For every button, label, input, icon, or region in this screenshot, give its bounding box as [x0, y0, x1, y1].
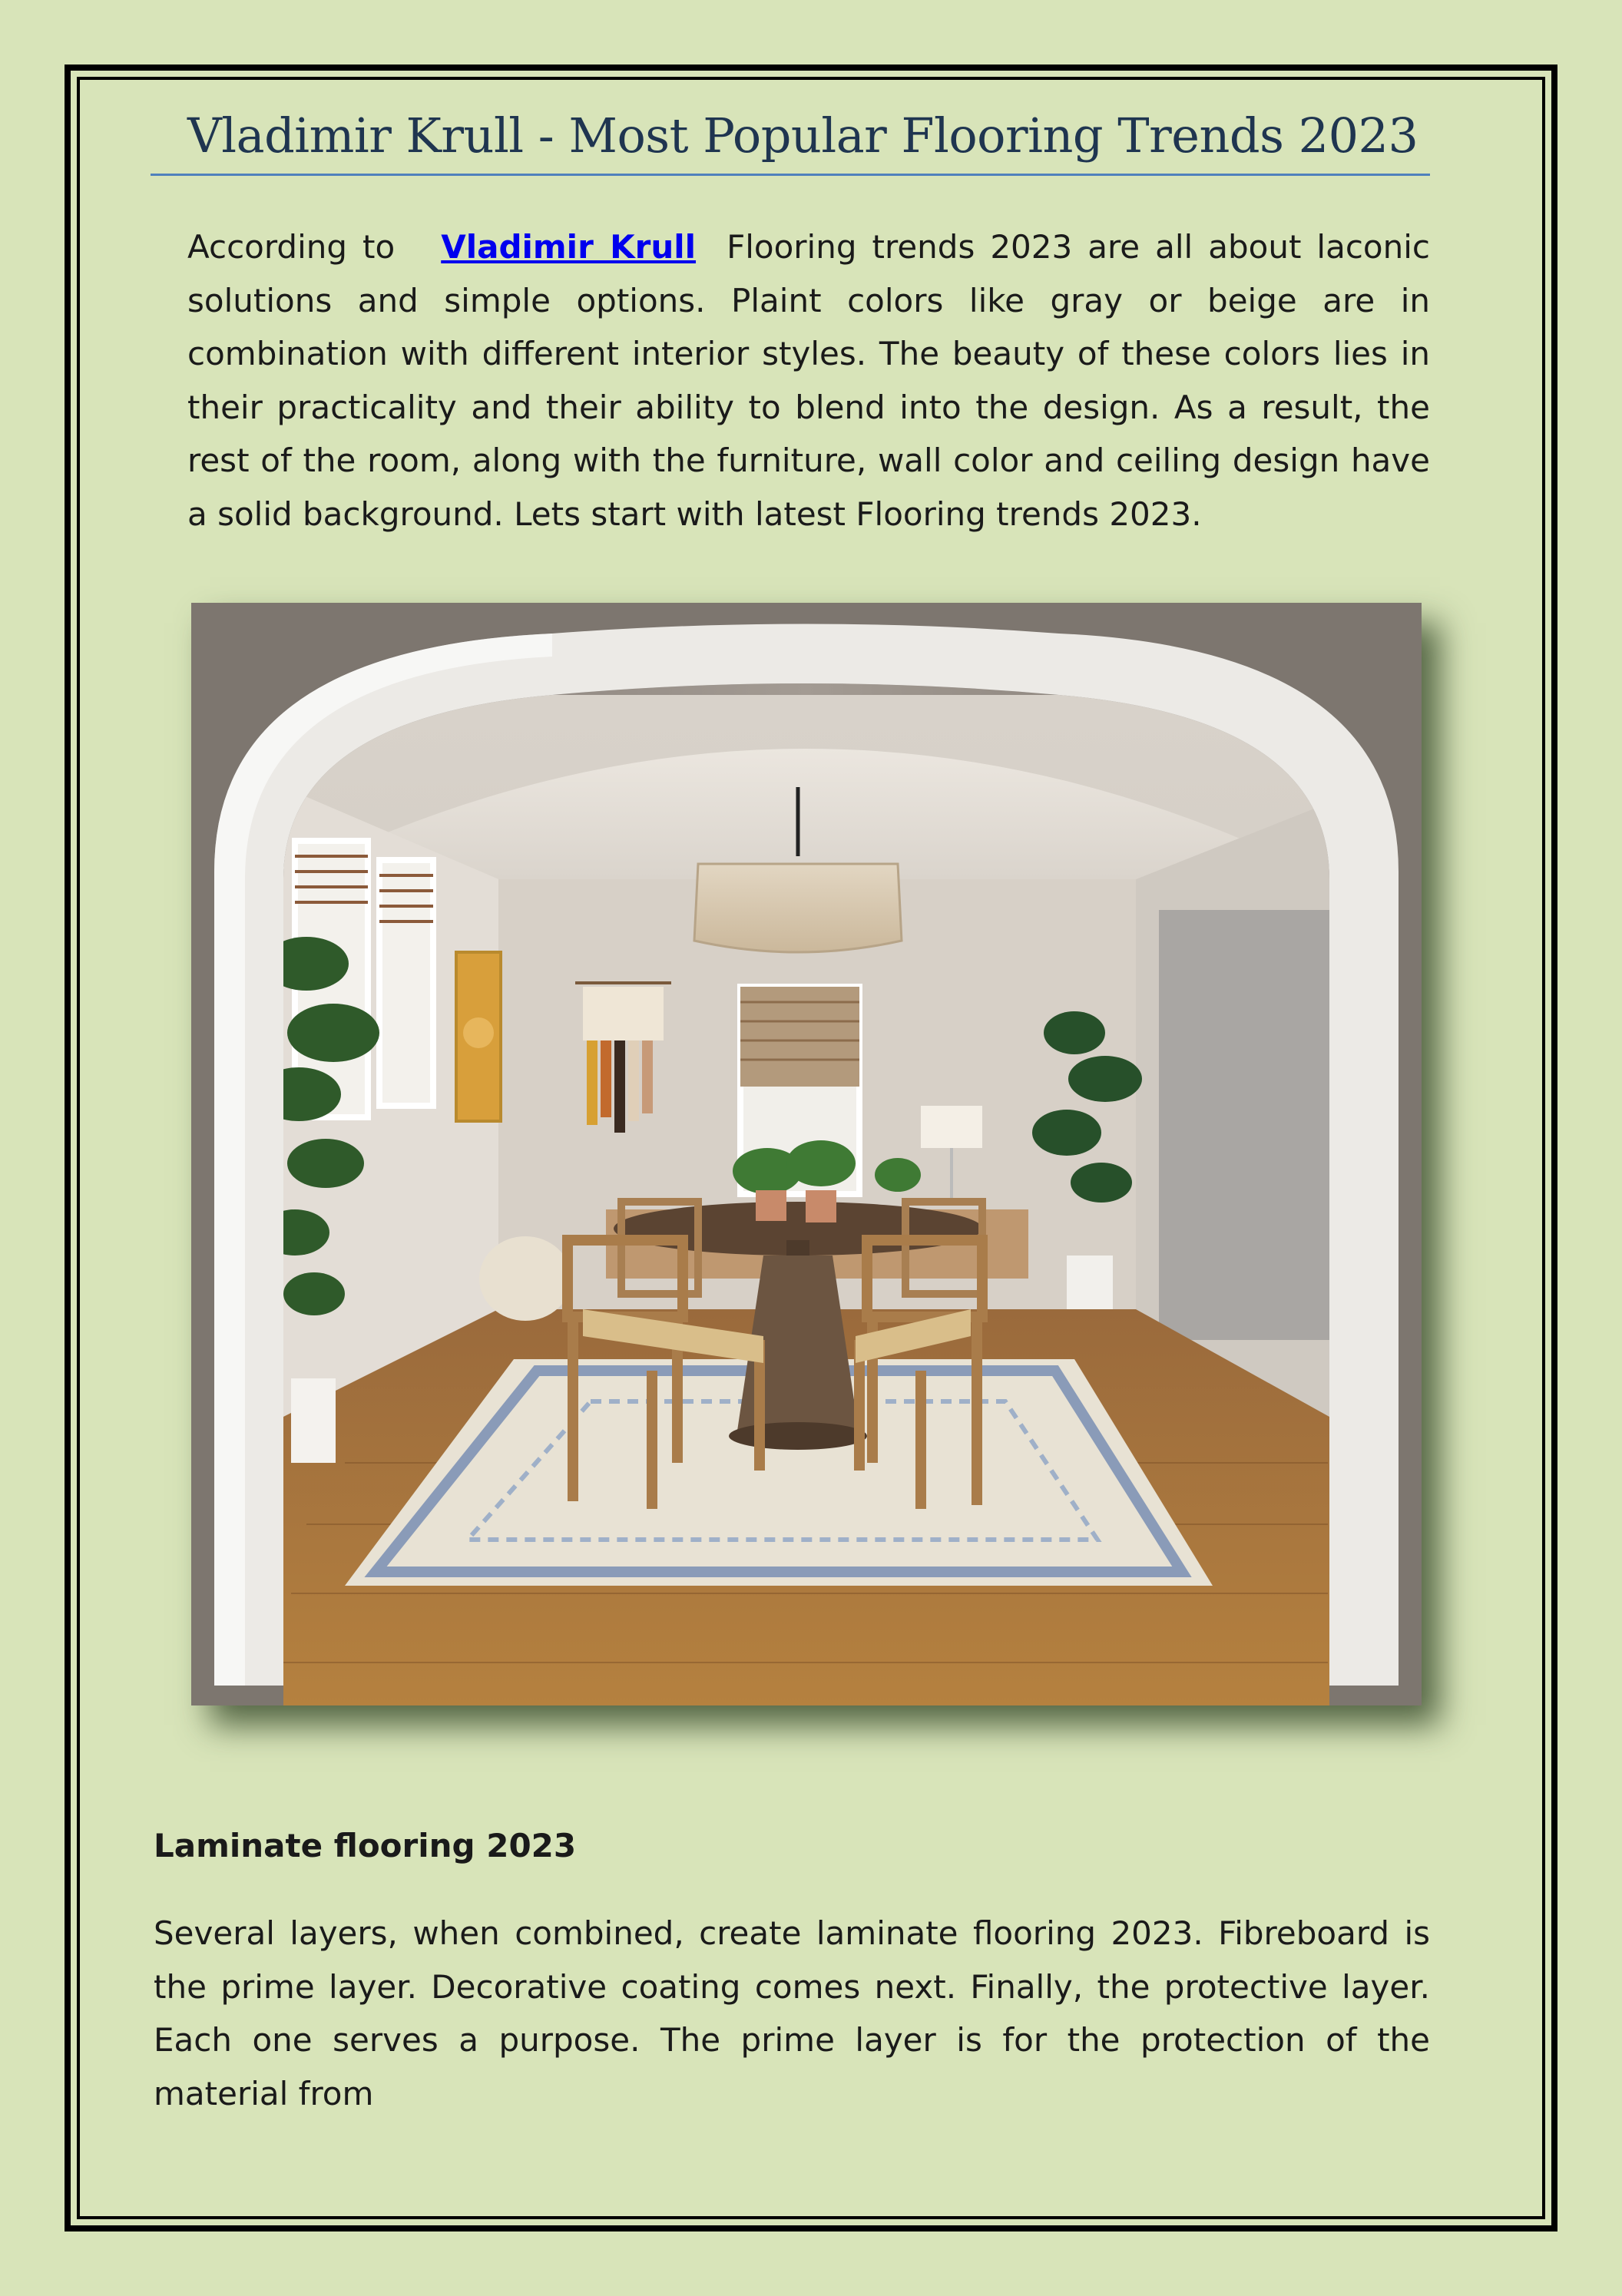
intro-lead: According to — [187, 228, 396, 266]
intro-paragraph — [187, 220, 1430, 541]
author-link[interactable]: Vladimir Krull — [441, 228, 697, 266]
intro-text: Flooring trends 2023 are all about laconic solutions and simple options. Plaint colors like gray or beige are in combination with different interior styles. The beauty of these colors lies in their practicality and their ability to blend into the design. As a result, the rest of the room, along with the furniture, wall color and ceiling design have a solid background. Lets start with latest Flooring trends 2023. — [187, 228, 1430, 533]
section-paragraph: Several layers, when combined, create laminate flooring 2023. Fibreboard is the prime layer. Decorative coating comes next. Finally, the protective layer. Each one serves a purpose. The prime layer is for the protection of the material from — [154, 1914, 1430, 2112]
title-underline — [151, 174, 1430, 176]
page-title: Vladimir Krull - Most Popular Flooring Trends 2023 — [187, 108, 1418, 164]
dining-room-photo — [191, 603, 1422, 1705]
section-heading: Laminate flooring 2023 — [154, 1827, 577, 1864]
